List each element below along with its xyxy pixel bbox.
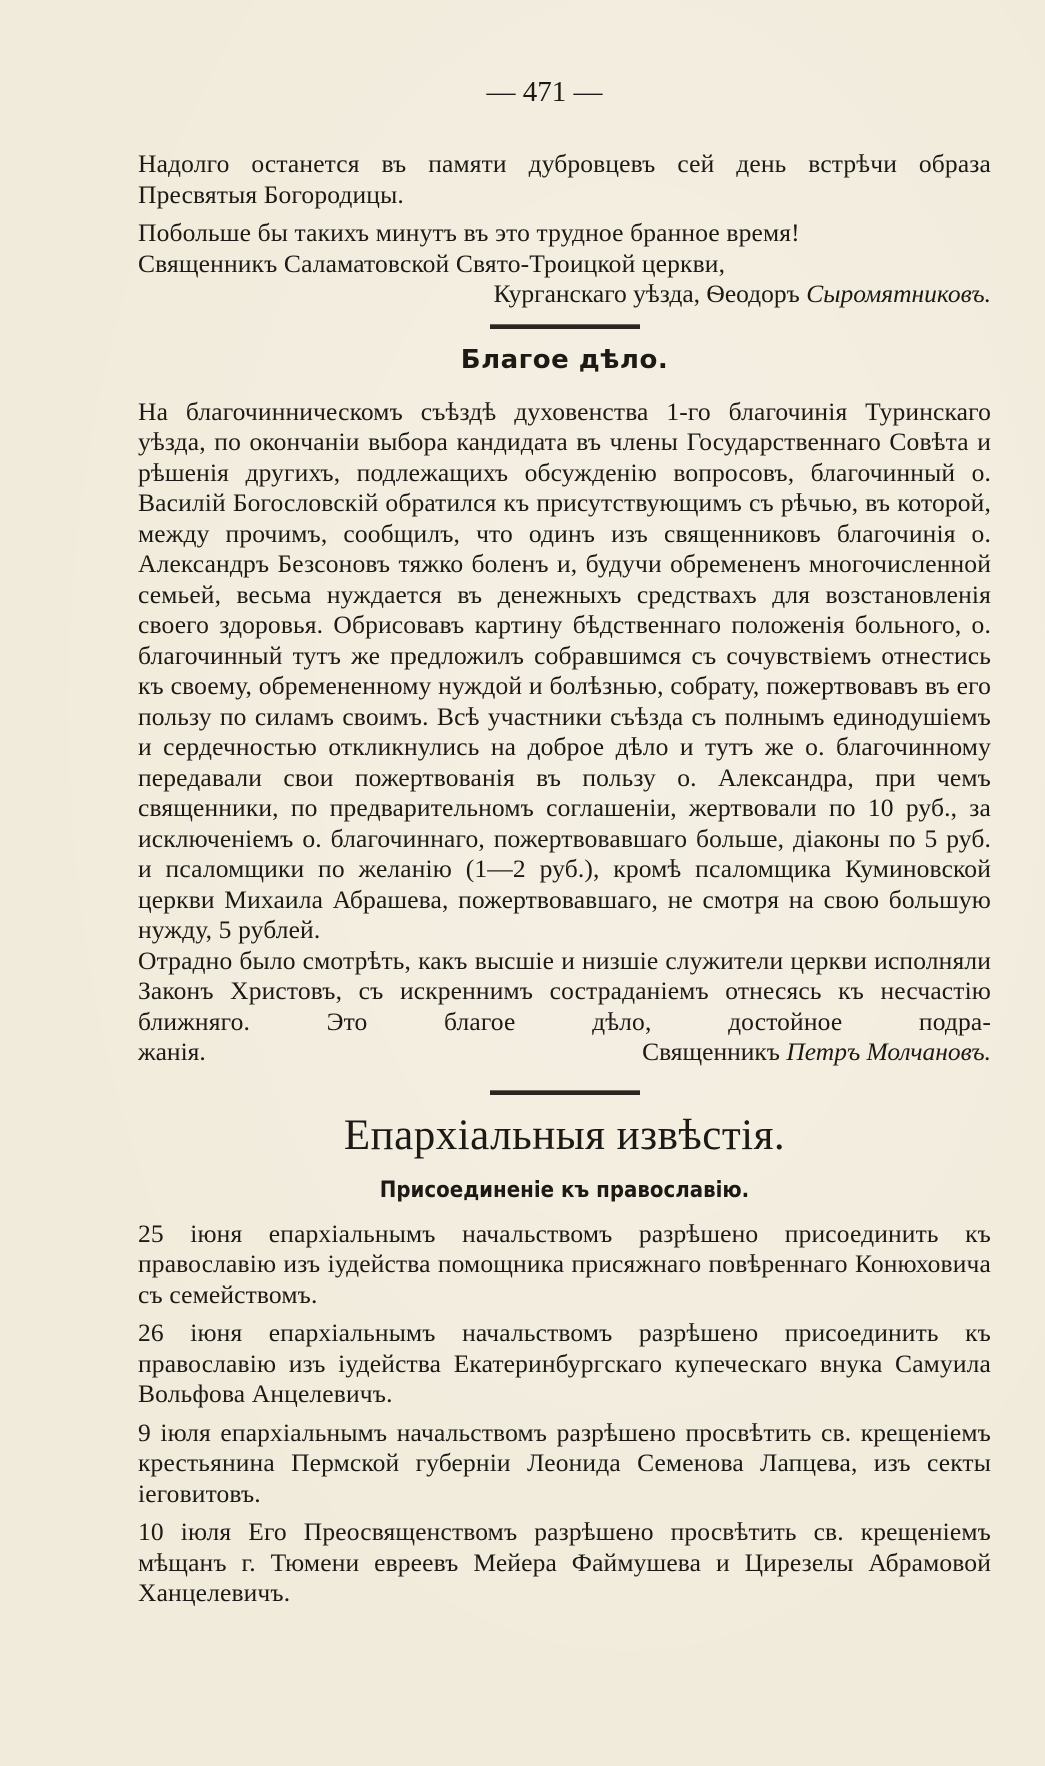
signature [642,1037,991,1068]
page-number: — 471 — [486,76,603,108]
signature-line-2-prefix: Курганскаго уѣзда, Ѳеодоръ [493,279,800,308]
news-item: 10 іюля Его Преосвященствомъ разрѣшено просвѣтить св. крещеніемъ мѣщанъ г. Тюмени евреевъ Мейера Файмушева и Цирезелы Абрамовой Ханцелевичъ. [138,1517,991,1607]
blagoe-delo-paragraph-1: На благочинническомъ съѣздѣ духовенства 1-го благочинія Туринскаго уѣзда, по окончаніи выбора кандидата въ члены Государственнаго Совѣта и рѣшенія другихъ, подлежащихъ обсужденію вопросовъ, благочинный о. Василій Богословскій обратился къ присутствующимъ съ рѣчью, въ которой, между прочимъ, сообщилъ, что одинъ изъ священниковъ благочинія о. Александръ Безсоновъ тяжко боленъ и, будучи обремененъ многочисленной семьей, весьма нуждается въ денежныхъ средствахъ для возстановленія своего здоровья. Обрисовавъ картину бѣдственнаго положенія больного, о. благочинный тутъ же предложилъ собравшимся съ сочувствіемъ отнестись къ своему, обремененному нуждой и болѣзнью, собрату, пожертвовавъ въ его пользу по силамъ своимъ. Всѣ участники съѣзда съ полнымъ единодушіемъ и сердечностью откликнулись на доброе дѣло и тутъ же о. благочинному передавали свои пожертвованія въ пользу о. Александра, при чемъ священники, по предварительномъ соглашеніи, жертвовали по 10 руб., за исключеніемъ о. благочиннаго, пожертвовавшаго больше, діаконы по 5 руб. и псаломщики по желанію (1—2 руб.), кромѣ псаломщика Куминовской церкви Михаила Абрашева, пожертвовавшаго, не смотря на свою большую нужду, 5 рублей. [138,396,991,944]
paragraph-ending: жанія. [138,1037,206,1066]
news-item: 25 іюня епархіальнымъ начальствомъ разрѣшено присоединить къ православію изъ іудейства помощника присяжнаго повѣреннаго Конюховича съ семействомъ. [138,1218,991,1309]
signature-line-2 [138,279,991,310]
blagoe-delo-paragraph-2: Отрадно было смотрѣть, какъ высшіе и низшіе служители церкви исполняли Законъ Христовъ, съ искреннимъ состраданіемъ отнесясь къ несчастію ближняго. Это благое дѣло, достойное подра- [138,945,991,1036]
news-item: 9 іюля епархіальнымъ начальствомъ разрѣшено просвѣтить св. крещеніемъ крестьянина Пермской губерніи Леонида Семенова Лапцева, изъ секты іеговитовъ. [138,1417,991,1508]
section-title-blagoe-delo: Благое дѣло. [460,344,669,375]
signature-prefix: Священникъ [642,1037,780,1066]
subsection-title-conversion: Присоединеніе къ православію. [379,1177,750,1203]
author-name-molchanov: Петръ Молчановъ. [786,1037,991,1066]
blagoe-delo-signature-line [138,1037,991,1068]
news-item: 26 іюня епархіальнымъ начальствомъ разрѣшено присоединить къ православію изъ іудейства Екатеринбургскаго купеческаго внука Самуила Вольфова Анцелевичъ. [138,1318,991,1408]
signature-line-1: Священникъ Саламатовской Свято-Троицкой церкви, [138,248,726,278]
author-name-syromyatnikov: Сыромятниковъ. [806,279,991,308]
intro-paragraph: Надолго останется въ памяти дубровцевъ сей день встрѣчи образа Пресвятыя Богородицы. [138,149,991,209]
section-divider [490,324,640,329]
section-title-eparchial-news: Епархіальныя извѣстія. [343,1111,786,1159]
section-divider-2 [490,1090,640,1095]
exclamation-paragraph: Побольше бы такихъ минутъ въ это трудное бранное время! [138,218,800,247]
